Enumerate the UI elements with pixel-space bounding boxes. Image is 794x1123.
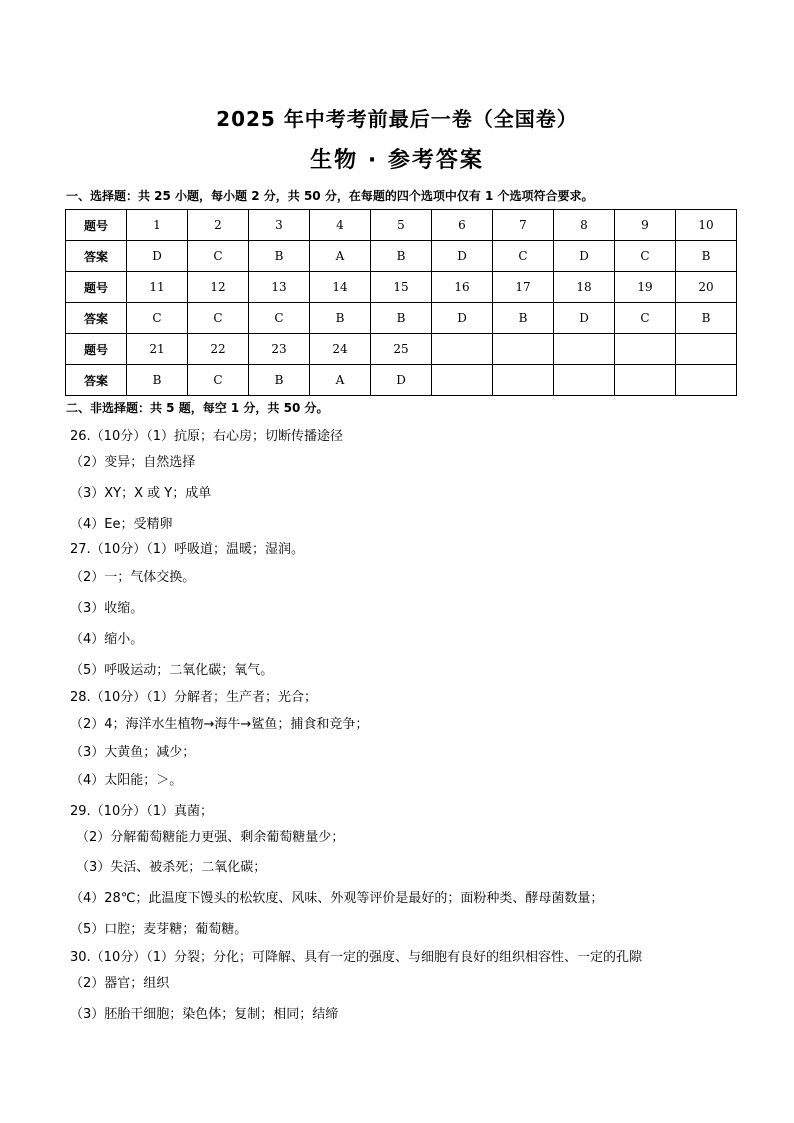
table-cell — [493, 334, 554, 365]
table-cell: C — [249, 303, 310, 334]
table-cell — [676, 365, 737, 396]
table-cell: A — [310, 241, 371, 272]
answer-line: （4）缩小。 — [70, 632, 144, 647]
table-cell: D — [127, 241, 188, 272]
row-label: 答案 — [66, 365, 127, 396]
answer-line: （3）大黄鱼；减少； — [70, 745, 196, 760]
table-cell: 17 — [493, 272, 554, 303]
table-cell: 15 — [371, 272, 432, 303]
answer-line: （5）口腔；麦芽糖；葡萄糖。 — [70, 922, 248, 937]
table-cell: 2 — [188, 210, 249, 241]
table-cell: 20 — [676, 272, 737, 303]
table-cell: 5 — [371, 210, 432, 241]
table-cell: 6 — [432, 210, 493, 241]
answer-line: （3）失活、被杀死；二氧化碳； — [76, 860, 267, 875]
table-cell: 13 — [249, 272, 310, 303]
table-cell — [432, 365, 493, 396]
answer-line: （2）4；海洋水生植物→海牛→鲨鱼；捕食和竞争； — [70, 717, 369, 732]
table-row — [66, 303, 737, 334]
table-cell: D — [371, 365, 432, 396]
answer-line: （2）器官；组织 — [70, 976, 170, 991]
table-cell: 25 — [371, 334, 432, 365]
table-cell: 11 — [127, 272, 188, 303]
answer-line: 26.（10分）（1）抗原；右心房；切断传播途径 — [70, 429, 343, 444]
table-cell — [676, 334, 737, 365]
table-cell: B — [371, 241, 432, 272]
table-cell: 3 — [249, 210, 310, 241]
table-cell: 8 — [554, 210, 615, 241]
table-cell — [554, 365, 615, 396]
page-title: 2025 年中考考前最后一卷（全国卷） — [216, 107, 578, 131]
table-row — [66, 241, 737, 272]
answer-line: 30.（10分）（1）分裂；分化；可降解、具有一定的强度、与细胞有良好的组织相容性、一定的孔隙 — [70, 950, 642, 965]
table-cell: B — [249, 365, 310, 396]
table-cell: B — [371, 303, 432, 334]
table-cell: C — [615, 303, 676, 334]
table-cell: C — [493, 241, 554, 272]
table-cell — [615, 365, 676, 396]
answer-line: （2）分解葡萄糖能力更强、剩余葡萄糖量少； — [76, 830, 345, 845]
table-cell: 21 — [127, 334, 188, 365]
answer-line: （3）XY；X 或 Y；成单 — [70, 486, 212, 501]
table-cell: C — [127, 303, 188, 334]
table-cell: D — [554, 241, 615, 272]
table-cell: C — [615, 241, 676, 272]
table-cell: D — [554, 303, 615, 334]
table-cell: 23 — [249, 334, 310, 365]
table-cell: D — [432, 241, 493, 272]
table-cell: B — [493, 303, 554, 334]
row-label: 题号 — [66, 210, 127, 241]
table-cell: 14 — [310, 272, 371, 303]
answer-line: （3）胚胎干细胞；染色体；复制；相同；结缔 — [70, 1007, 339, 1022]
table-cell: D — [432, 303, 493, 334]
table-cell — [493, 365, 554, 396]
table-cell: C — [188, 303, 249, 334]
table-cell: 18 — [554, 272, 615, 303]
table-cell: B — [310, 303, 371, 334]
table-cell: 9 — [615, 210, 676, 241]
table-cell: A — [310, 365, 371, 396]
answer-line: （4）太阳能；＞。 — [70, 773, 183, 788]
table-cell: 19 — [615, 272, 676, 303]
table-cell: 1 — [127, 210, 188, 241]
table-cell — [554, 334, 615, 365]
table-cell: B — [676, 241, 737, 272]
answer-line: （4）28℃；此温度下馒头的松软度、风味、外观等评价是最好的；面粉种类、酵母菌数量； — [70, 891, 604, 906]
table-cell: C — [188, 365, 249, 396]
answer-line: （3）收缩。 — [70, 601, 144, 616]
page-subtitle: 生物 · 参考答案 — [310, 148, 484, 173]
answer-line: （2）一；气体交换。 — [70, 570, 196, 585]
answer-line: （2）变异；自然选择 — [70, 455, 196, 470]
table-cell: 24 — [310, 334, 371, 365]
table-row — [66, 272, 737, 303]
table-cell: B — [127, 365, 188, 396]
row-label: 答案 — [66, 303, 127, 334]
row-label: 题号 — [66, 272, 127, 303]
table-cell: B — [249, 241, 310, 272]
table-row — [66, 210, 737, 241]
table-row — [66, 334, 737, 365]
table-cell: 22 — [188, 334, 249, 365]
answer-line: 29.（10分）（1）真菌； — [70, 804, 213, 819]
row-label: 题号 — [66, 334, 127, 365]
table-cell: 16 — [432, 272, 493, 303]
answer-line: 27.（10分）（1）呼吸道；温暖；湿润。 — [70, 542, 304, 557]
table-cell: 12 — [188, 272, 249, 303]
table-cell: 7 — [493, 210, 554, 241]
section-heading-choice: 一、选择题：共 25 小题，每小题 2 分，共 50 分，在每题的四个选项中仅有 1 个选项符合要求。 — [66, 189, 594, 203]
answer-line: （4）Ee；受精卵 — [70, 517, 173, 532]
answer-table — [65, 209, 737, 396]
table-row — [66, 365, 737, 396]
row-label: 答案 — [66, 241, 127, 272]
answer-line: 28.（10分）（1）分解者；生产者；光合； — [70, 690, 317, 705]
table-cell — [432, 334, 493, 365]
table-cell: 10 — [676, 210, 737, 241]
table-cell — [615, 334, 676, 365]
table-cell: 4 — [310, 210, 371, 241]
section-heading-non-choice: 二、非选择题：共 5 题，每空 1 分，共 50 分。 — [66, 401, 329, 415]
table-cell: B — [676, 303, 737, 334]
answer-line: （5）呼吸运动；二氧化碳；氧气。 — [70, 663, 274, 678]
table-cell: C — [188, 241, 249, 272]
